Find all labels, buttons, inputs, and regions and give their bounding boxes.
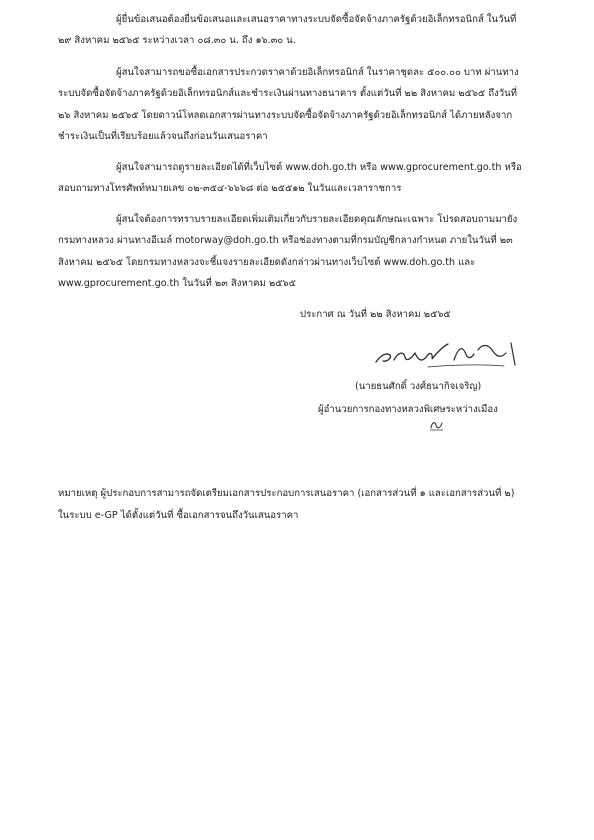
text-line: ๒๙ สิงหาคม ๒๕๖๕ ระหว่างเวลา ๐๘.๓๐ น. ถึง ๑๖.๓๐ น. (58, 35, 296, 46)
text-line: ๒๖ สิงหาคม ๒๕๖๕ โดยดาวน์โหลดเอกสารผ่านทางระบบจัดซื้อจัดจ้างภาครัฐด้วยอิเล็กทรอนิกส์ ได้ภายหลังจาก (58, 110, 513, 121)
signer-name: (นายธนศักดิ์ วงศ์ธนากิจเจริญ) (355, 381, 482, 392)
text-line: www.gprocurement.go.th ในวันที่ ๒๓ สิงหาคม ๒๕๖๕ (58, 278, 296, 289)
announcement-date: ประกาศ ณ วันที่ ๒๒ สิงหาคม ๒๕๖๕ (300, 309, 451, 320)
text-line: สอบถามทางโทรศัพท์หมายเลข ๐๒-๓๕๔-๖๖๖๘ ต่อ ๒๕๕๑๒ ในวันและเวลาราชการ (58, 183, 402, 194)
note-line: หมายเหตุ ผู้ประกอบการสามารถจัดเตรียมเอกสารประกอบการเสนอราคา (เอกสารส่วนที่ ๑ และเอกสารส่วนที่ ๒) (58, 488, 515, 499)
note-line: ในระบบ e-GP ได้ตั้งแต่วันที่ ซื้อเอกสารจนถึงวันเสนอราคา (58, 510, 299, 521)
text-line: ชำระเงินเป็นที่เรียบร้อยแล้วจนถึงก่อนวันเสนอราคา (58, 131, 268, 142)
signer-position: ผู้อำนวยการกองทางหลวงพิเศษระหว่างเมือง (318, 404, 498, 415)
handwritten-signature (370, 338, 526, 372)
initials-mark (428, 418, 446, 432)
text-line: ระบบจัดซื้อจัดจ้างภาครัฐด้วยอิเล็กทรอนิกส์และชำระเงินผ่านทางธนาคาร ตั้งแต่วันที่ ๒๒ สิงหาคม ๒๕๖๕ ถึงวันที่ (58, 88, 518, 99)
text-line: ผู้สนใจสามารถดูรายละเอียดได้ที่เว็บไซต์ www.doh.go.th หรือ www.gprocurement.go.th หรือ (116, 162, 522, 173)
text-line: ผู้สนใจสามารถขอซื้อเอกสารประกวดราคาด้วยอิเล็กทรอนิกส์ ในราคาชุดละ ๕๐๐.๐๐ บาท ผ่านทาง (116, 67, 519, 78)
text-line: กรมทางหลวง ผ่านทางอีเมล์ motorway@doh.go.th หรือช่องทางตามที่กรมบัญชีกลางกำหนด ภายในวันที่ ๒๓ (58, 235, 513, 246)
text-line: สิงหาคม ๒๕๖๕ โดยกรมทางหลวงจะชี้แจงรายละเอียดดังกล่าวผ่านทางเว็บไซต์ www.doh.go.th และ (58, 257, 476, 268)
text-line: ผู้สนใจต้องการทราบรายละเอียดเพิ่มเติมเกี่ยวกับรายละเอียดคุณลักษณะเฉพาะ โปรดสอบถามมายัง (116, 214, 518, 225)
text-line: ผู้ยื่นข้อเสนอต้องยื่นข้อเสนอและเสนอราคาทางระบบจัดซื้อจัดจ้างภาครัฐด้วยอิเล็กทรอนิกส์ ในวันที่ (116, 14, 517, 25)
